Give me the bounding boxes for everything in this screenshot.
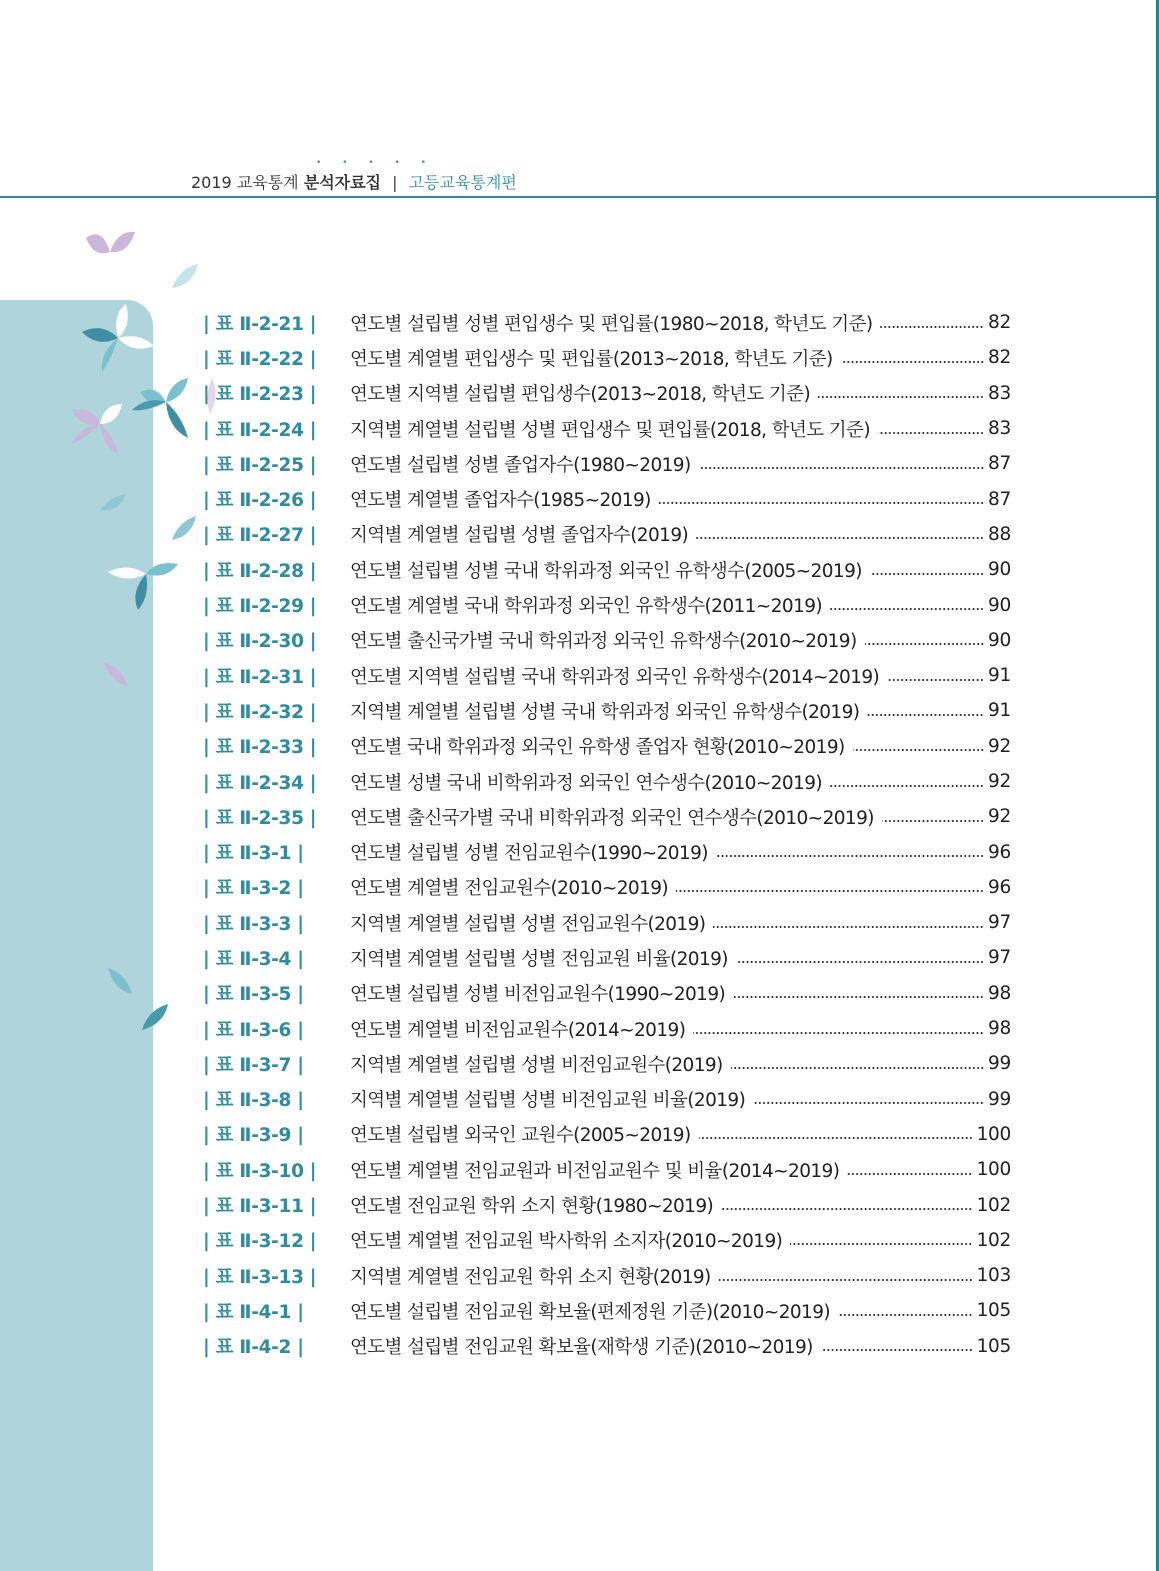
toc-entry-label: | 표 Ⅱ-2-30 | (203, 631, 317, 653)
toc-entry-label: | 표 Ⅱ-2-27 | (203, 525, 317, 547)
toc-leader-dots (721, 1208, 972, 1210)
toc-entry-title: 연도별 전임교원 학위 소지 현황(1980~2019) (350, 1196, 714, 1218)
toc-entry-page: 87 (988, 488, 1011, 510)
toc-entry[interactable] (203, 834, 1011, 869)
toc-entry-page: 82 (988, 347, 1011, 369)
toc-leader-dots (821, 1349, 973, 1351)
toc-entry[interactable] (203, 1329, 1011, 1364)
toc-entry-title: 연도별 국내 학위과정 외국인 유학생 졸업자 현황(2010~2019) (350, 737, 845, 759)
toc-entry-title: 지역별 계열별 설립별 성별 졸업자수(2019) (350, 525, 689, 547)
toc-entry-label: | 표 Ⅱ-3-7 | (203, 1054, 304, 1076)
toc-entry-title: 지역별 계열별 설립별 성별 국내 학위과정 외국인 유학생수(2019) (350, 701, 860, 723)
toc-entry[interactable] (203, 976, 1011, 1011)
toc-entry[interactable] (203, 1082, 1011, 1117)
toc-entry[interactable] (203, 1117, 1011, 1152)
toc-entry-title: 연도별 계열별 졸업자수(1985~2019) (350, 490, 651, 512)
toc-entry-page: 100 (976, 1123, 1011, 1145)
toc-leader-dots (716, 855, 984, 857)
toc-entry-page: 97 (988, 947, 1011, 969)
toc-entry[interactable] (203, 940, 1011, 975)
leaf-icon (108, 968, 132, 994)
toc-entry-page: 92 (988, 771, 1011, 792)
toc-leader-dots (880, 326, 984, 328)
toc-entry[interactable] (203, 693, 1011, 728)
toc-entry-page: 90 (988, 629, 1011, 651)
toc-entry-label: | 표 Ⅱ-2-28 | (203, 560, 317, 582)
toc-entry[interactable] (203, 340, 1011, 375)
toc-entry-label: | 표 Ⅱ-3-2 | (203, 878, 304, 900)
toc-entry-page: 96 (988, 876, 1011, 898)
leaf-icon (72, 404, 122, 454)
toc-entry-label: | 표 Ⅱ-2-21 | (203, 313, 317, 335)
toc-entry[interactable] (203, 517, 1011, 552)
toc-leader-dots (696, 537, 984, 539)
toc-leader-dots (818, 396, 984, 398)
toc-entry-title: 지역별 계열별 설립별 성별 비전임교원 비율(2019) (350, 1090, 746, 1112)
toc-entry-page: 99 (988, 1088, 1011, 1110)
leaf-icon (82, 304, 154, 372)
toc-entry-page: 98 (988, 1018, 1011, 1040)
toc-entry-label: | 표 Ⅱ-3-13 | (203, 1266, 317, 1288)
toc-entry[interactable] (203, 1223, 1011, 1258)
toc-entry[interactable] (203, 305, 1011, 340)
header-book-title: 분석자료집 (303, 173, 382, 192)
toc-entry[interactable] (203, 552, 1011, 587)
leaf-icon (132, 378, 188, 438)
toc-entry-page: 91 (988, 665, 1011, 687)
toc-entry-page: 105 (976, 1300, 1011, 1322)
toc-entry-title: 연도별 지역별 설립별 편입생수(2013~2018, 학년도 기준) (350, 384, 811, 406)
toc-entry-title: 연도별 출신국가별 국내 학위과정 외국인 유학생수(2010~2019) (350, 631, 857, 653)
toc-entry-page: 83 (988, 418, 1011, 440)
toc-entry-label: | 표 Ⅱ-4-2 | (203, 1337, 304, 1359)
toc-entry[interactable] (203, 764, 1011, 799)
toc-entry-label: | 표 Ⅱ-3-8 | (203, 1090, 304, 1112)
toc-entry-title: 지역별 계열별 설립별 성별 편입생수 및 편입률(2018, 학년도 기준) (350, 419, 870, 441)
toc-entry-title: 연도별 계열별 전임교원수(2010~2019) (350, 878, 669, 900)
toc-leader-dots (699, 467, 984, 469)
toc-leader-dots (867, 714, 984, 716)
toc-entry-label: | 표 Ⅱ-2-22 | (203, 348, 317, 370)
toc-leader-dots (659, 502, 984, 504)
toc-entry[interactable] (203, 658, 1011, 693)
leaf-icon (100, 494, 126, 510)
toc-entry[interactable] (203, 1258, 1011, 1293)
toc-entry-page: 97 (988, 912, 1011, 934)
toc-entry-page: 90 (988, 559, 1011, 581)
toc-entry[interactable] (203, 870, 1011, 905)
header-year-title: 2019 교육통계 (191, 173, 299, 192)
toc-entry[interactable] (203, 799, 1011, 834)
toc-leader-dots (693, 1032, 984, 1034)
toc-entry-title: 연도별 계열별 편입생수 및 편입률(2013~2018, 학년도 기준) (350, 348, 833, 370)
toc-entry-title: 연도별 설립별 성별 전임교원수(1990~2019) (350, 843, 708, 865)
toc-entry-label: | 표 Ⅱ-4-1 | (203, 1301, 304, 1323)
toc-entry-page: 82 (988, 312, 1011, 334)
toc-entry-title: 연도별 출신국가별 국내 비학위과정 외국인 연수생수(2010~2019) (350, 807, 874, 829)
toc-entry-label: | 표 Ⅱ-2-25 | (203, 454, 317, 476)
toc-entry[interactable] (203, 376, 1011, 411)
toc-leader-dots (853, 749, 984, 751)
toc-leader-dots (731, 1067, 984, 1069)
toc-entry-label: | 표 Ⅱ-2-34 | (203, 772, 317, 794)
header-rule (0, 196, 1156, 198)
toc-entry[interactable] (203, 623, 1011, 658)
toc-entry-title: 연도별 설립별 전임교원 확보율(편제정원 기준)(2010~2019) (350, 1301, 831, 1323)
toc-entry-page: 99 (988, 1053, 1011, 1075)
toc-entry-page: 96 (988, 841, 1011, 863)
toc-leader-dots (870, 573, 984, 575)
header-dots: • • • • • (316, 158, 435, 168)
leaf-icon (104, 662, 128, 686)
toc-leader-dots (878, 432, 984, 434)
toc-entry[interactable] (203, 729, 1011, 764)
toc-entry-label: | 표 Ⅱ-3-12 | (203, 1231, 317, 1253)
toc-leader-dots (676, 890, 984, 892)
toc-entry-title: 연도별 지역별 설립별 국내 학위과정 외국인 유학생수(2014~2019) (350, 666, 880, 688)
toc-entry-label: | 표 Ⅱ-3-5 | (203, 984, 304, 1006)
toc-leader-dots (838, 1314, 973, 1316)
header-title (191, 170, 517, 193)
toc-entry-title: 연도별 설립별 성별 졸업자수(1980~2019) (350, 454, 691, 476)
toc-entry-page: 98 (988, 982, 1011, 1004)
leaf-icon (172, 516, 196, 540)
toc-entry-label: | 표 Ⅱ-3-1 | (203, 843, 304, 865)
leaf-icon (172, 264, 198, 288)
toc-entry-title: 연도별 설립별 성별 비전임교원수(1990~2019) (350, 984, 726, 1006)
toc-entry-label: | 표 Ⅱ-3-10 | (203, 1160, 317, 1182)
toc-entry-label: | 표 Ⅱ-2-24 | (203, 419, 317, 441)
toc-entry-page: 91 (988, 700, 1011, 722)
toc-entry-title: 지역별 계열별 설립별 성별 전임교원수(2019) (350, 913, 706, 935)
toc-entry[interactable] (203, 481, 1011, 516)
toc-entry-title: 연도별 설립별 전임교원 확보율(재학생 기준)(2010~2019) (350, 1337, 813, 1359)
toc-entry-title: 연도별 계열별 전임교원 박사학위 소지자(2010~2019) (350, 1231, 783, 1253)
toc-leader-dots (847, 1173, 972, 1175)
toc-entry-page: 102 (976, 1229, 1011, 1251)
toc-entry-page: 83 (988, 382, 1011, 404)
toc-entry-title: 연도별 계열별 비전임교원수(2014~2019) (350, 1019, 686, 1041)
toc-entry-page: 88 (988, 523, 1011, 545)
toc-entry[interactable] (203, 905, 1011, 940)
toc-leader-dots (865, 643, 984, 645)
toc-entry-title: 지역별 계열별 설립별 성별 비전임교원수(2019) (350, 1054, 723, 1076)
header-subtitle: 고등교육통계편 (408, 173, 517, 192)
toc-entry[interactable] (203, 1187, 1011, 1222)
toc-entry-title: 연도별 성별 국내 비학위과정 외국인 연수생수(2010~2019) (350, 772, 823, 794)
toc-entry-label: | 표 Ⅱ-3-6 | (203, 1019, 304, 1041)
toc-entry-label: | 표 Ⅱ-3-11 | (203, 1196, 317, 1218)
toc-entry-page: 87 (988, 453, 1011, 475)
table-of-contents (203, 305, 1011, 1364)
toc-leader-dots (733, 996, 984, 998)
toc-leader-dots (882, 820, 984, 822)
toc-entry-title: 연도별 계열별 전임교원과 비전임교원수 및 비율(2014~2019) (350, 1160, 840, 1182)
toc-entry-label: | 표 Ⅱ-3-9 | (203, 1125, 304, 1147)
leaf-icon (142, 1004, 168, 1030)
toc-entry-label: | 표 Ⅱ-2-29 | (203, 596, 317, 618)
toc-entry-page: 105 (976, 1335, 1011, 1357)
toc-entry[interactable] (203, 1293, 1011, 1328)
toc-entry-page: 100 (976, 1159, 1011, 1181)
leaf-icon (108, 563, 178, 610)
toc-leader-dots (887, 679, 984, 681)
toc-entry-label: | 표 Ⅱ-2-32 | (203, 701, 317, 723)
toc-leader-dots (830, 785, 984, 787)
toc-entry-page: 102 (976, 1194, 1011, 1216)
header-separator: | (392, 173, 398, 192)
toc-entry-label: | 표 Ⅱ-2-31 | (203, 666, 317, 688)
toc-entry-label: | 표 Ⅱ-2-26 | (203, 490, 317, 512)
toc-entry-title: 연도별 설립별 성별 국내 학위과정 외국인 유학생수(2005~2019) (350, 560, 862, 582)
toc-entry-page: 92 (988, 735, 1011, 757)
toc-entry-label: | 표 Ⅱ-2-35 | (203, 807, 317, 829)
toc-entry-title: 연도별 계열별 국내 학위과정 외국인 유학생수(2011~2019) (350, 596, 823, 618)
toc-leader-dots (699, 1137, 973, 1139)
toc-entry-label: | 표 Ⅱ-2-33 | (203, 737, 317, 759)
toc-entry[interactable] (203, 1011, 1011, 1046)
toc-entry-title: 지역별 계열별 설립별 성별 전임교원 비율(2019) (350, 948, 728, 970)
toc-entry[interactable] (203, 587, 1011, 622)
toc-leader-dots (830, 608, 984, 610)
toc-entry-page: 90 (988, 594, 1011, 616)
toc-leader-dots (753, 1102, 984, 1104)
toc-entry-title: 지역별 계열별 전임교원 학위 소지 현황(2019) (350, 1266, 711, 1288)
toc-entry-label: | 표 Ⅱ-3-4 | (203, 948, 304, 970)
toc-leader-dots (790, 1243, 972, 1245)
toc-leader-dots (713, 926, 984, 928)
toc-entry[interactable] (203, 1152, 1011, 1187)
toc-entry[interactable] (203, 411, 1011, 446)
toc-entry[interactable] (203, 446, 1011, 481)
toc-entry-title: 연도별 설립별 성별 편입생수 및 편입률(1980~2018, 학년도 기준) (350, 313, 873, 335)
toc-leader-dots (719, 1279, 973, 1281)
running-header (0, 150, 1159, 200)
toc-entry-page: 92 (988, 806, 1011, 828)
toc-entry-page: 103 (976, 1265, 1011, 1287)
toc-entry[interactable] (203, 1046, 1011, 1081)
toc-entry-title: 연도별 설립별 외국인 교원수(2005~2019) (350, 1125, 691, 1147)
toc-entry-label: | 표 Ⅱ-3-3 | (203, 913, 304, 935)
toc-leader-dots (841, 361, 984, 363)
toc-leader-dots (736, 961, 984, 963)
toc-entry-label: | 표 Ⅱ-2-23 | (203, 384, 317, 406)
leaf-icon (86, 232, 135, 254)
